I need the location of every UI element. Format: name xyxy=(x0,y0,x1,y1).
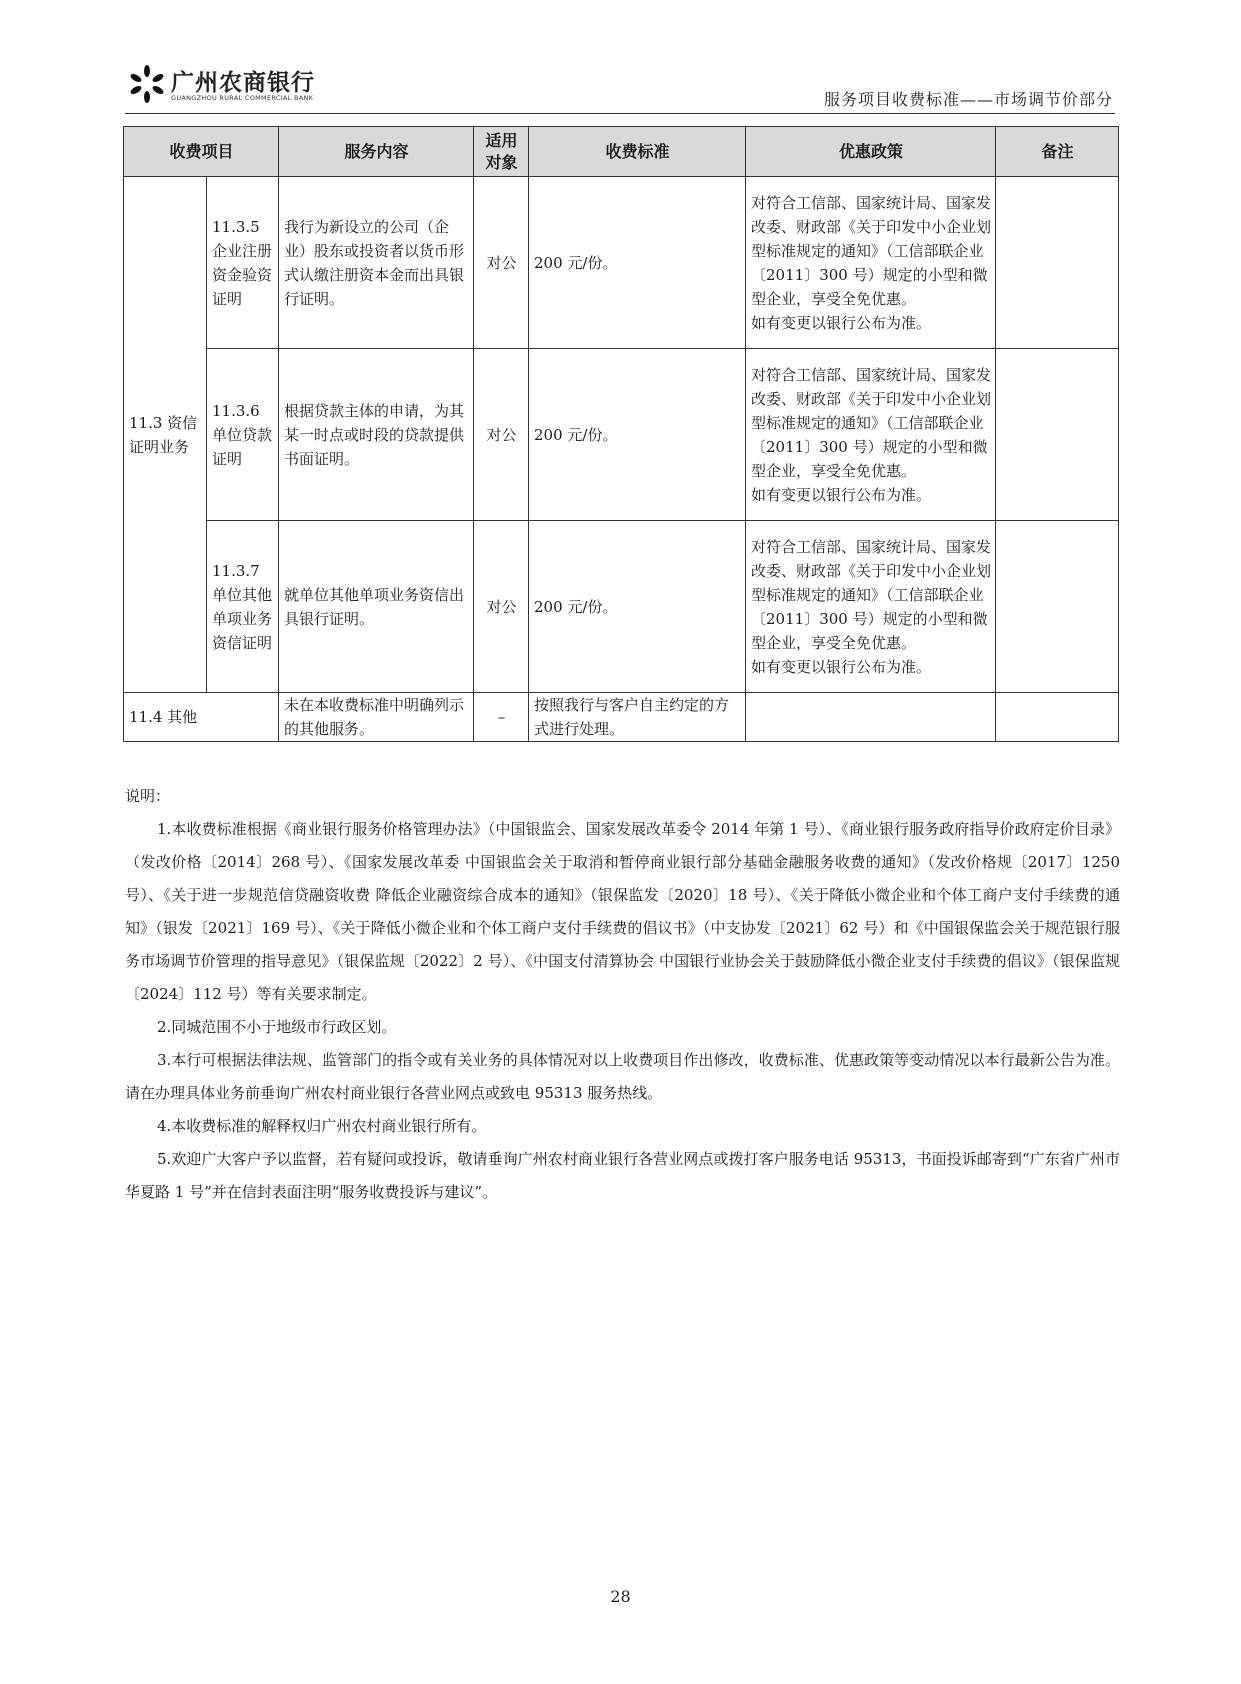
group-label: 11.3 资信证明业务 xyxy=(124,177,207,693)
item-content: 未在本收费标准中明确列示的其他服务。 xyxy=(279,693,474,742)
item-policy xyxy=(746,521,996,693)
item-code: 11.3.7 单位其他单项业务资信证明 xyxy=(207,521,279,693)
item-remark xyxy=(996,693,1119,742)
page-header xyxy=(125,58,1115,114)
logo-english-name: GUANGZHOU RURAL COMMERCIAL BANK xyxy=(171,94,314,102)
note-item: 5.欢迎广大客户予以监督，若有疑问或投诉，敬请垂询广州农村商业银行各营业网点或拨打客户服务电话 95313，书面投诉邮寄到“广东省广州市华夏路 1 号”并在信封表面注明“服务收费投诉与建议”。 xyxy=(125,1150,1120,1201)
table-row xyxy=(124,349,1119,521)
note-item: 1.本收费标准根据《商业银行服务价格管理办法》（中国银监会、国家发展改革委令 2014 年第 1 号）、《商业银行服务政府指导价政府定价目录》（发改价格〔2014〕268 号）、《国家发展改革委 中国银监会关于取消和暂停商业银行部分基础金融服务收费的通知》（发改价格规〔2017〕1250 号）、《关于进一步规范信贷融资收费 降低企业融资综合成本的通知》（银保监发〔2020〕18 号）、《关于降低小微企业和个体工商户支付手续费的通知》（银发〔2021〕169 号）、《关于降低小微企业和个体工商户支付手续费的倡议书》（中支协发〔2021〕62 号）和《中国银保监会关于规范银行服务市场调节价管理的指导意见》（银保监规〔2022〕2 号）、《中国支付清算协会 中国银行业协会关于鼓励降低小微企业支付手续费的倡议》（银保监规〔2024〕112 号）等有关要求制定。 xyxy=(125,820,1120,1003)
table-row xyxy=(124,521,1119,693)
item-target: 对公 xyxy=(474,177,529,349)
table-row xyxy=(124,177,1119,349)
fee-table xyxy=(123,126,1119,742)
logo-chinese-name: 广州农商银行 xyxy=(171,70,315,96)
policy-text: 对符合工信部、国家统计局、国家发改委、财政部《关于印发中小企业划型标准规定的通知》（工信部联企业〔2011〕300 号）规定的小型和微型企业，享受全免优惠。 xyxy=(751,193,992,308)
bank-logo-icon xyxy=(129,62,165,108)
header-remark: 备注 xyxy=(996,127,1119,177)
header-target xyxy=(474,127,529,177)
item-fee: 200 元/份。 xyxy=(529,177,746,349)
header-fee: 收费标准 xyxy=(529,127,746,177)
section-title: 服务项目收费标准——市场调节价部分 xyxy=(823,90,1113,109)
item-content: 就单位其他单项业务资信出具银行证明。 xyxy=(279,521,474,693)
item-target: 对公 xyxy=(474,521,529,693)
item-policy xyxy=(746,349,996,521)
policy-note: 如有变更以银行公布为准。 xyxy=(751,485,932,504)
item-remark xyxy=(996,349,1119,521)
header-target-line1: 适用 xyxy=(485,130,518,150)
item-policy xyxy=(746,693,996,742)
header-target-line2: 对象 xyxy=(485,152,518,172)
item-fee: 按照我行与客户自主约定的方式进行处理。 xyxy=(529,693,746,742)
notes-section xyxy=(125,780,1120,1209)
item-remark xyxy=(996,177,1119,349)
page-number: 28 xyxy=(610,1587,631,1606)
header-policy: 优惠政策 xyxy=(746,127,996,177)
item-policy xyxy=(746,177,996,349)
note-item: 2.同城范围不小于地级市行政区划。 xyxy=(157,1018,397,1036)
header-content: 服务内容 xyxy=(279,127,474,177)
policy-note: 如有变更以银行公布为准。 xyxy=(751,657,932,676)
item-code: 11.3.5 企业注册资金验资证明 xyxy=(207,177,279,349)
policy-note: 如有变更以银行公布为准。 xyxy=(751,313,932,332)
item-content: 我行为新设立的公司（企业）股东或投资者以货币形式认缴注册资本金而出具银行证明。 xyxy=(279,177,474,349)
item-content: 根据贷款主体的申请，为其某一时点或时段的贷款提供书面证明。 xyxy=(279,349,474,521)
policy-text: 对符合工信部、国家统计局、国家发改委、财政部《关于印发中小企业划型标准规定的通知》（工信部联企业〔2011〕300 号）规定的小型和微型企业，享受全免优惠。 xyxy=(751,365,992,480)
header-item: 收费项目 xyxy=(124,127,279,177)
item-target: 对公 xyxy=(474,349,529,521)
note-item: 3.本行可根据法律法规、监管部门的指令或有关业务的具体情况对以上收费项目作出修改，收费标准、优惠政策等变动情况以本行最新公告为准。请在办理具体业务前垂询广州农村商业银行各营业网点或致电 95313 服务热线。 xyxy=(125,1051,1120,1102)
notes-title: 说明： xyxy=(125,787,171,805)
note-item: 4.本收费标准的解释权归广州农村商业银行所有。 xyxy=(157,1117,487,1135)
item-remark xyxy=(996,521,1119,693)
item-target: – xyxy=(474,693,529,742)
item-fee: 200 元/份。 xyxy=(529,521,746,693)
table-row xyxy=(124,693,1119,742)
policy-text: 对符合工信部、国家统计局、国家发改委、财政部《关于印发中小企业划型标准规定的通知》（工信部联企业〔2011〕300 号）规定的小型和微型企业，享受全免优惠。 xyxy=(751,537,992,652)
item-fee: 200 元/份。 xyxy=(529,349,746,521)
table-header-row xyxy=(124,127,1119,177)
item-label: 11.4 其他 xyxy=(124,693,279,742)
item-code: 11.3.6 单位贷款证明 xyxy=(207,349,279,521)
